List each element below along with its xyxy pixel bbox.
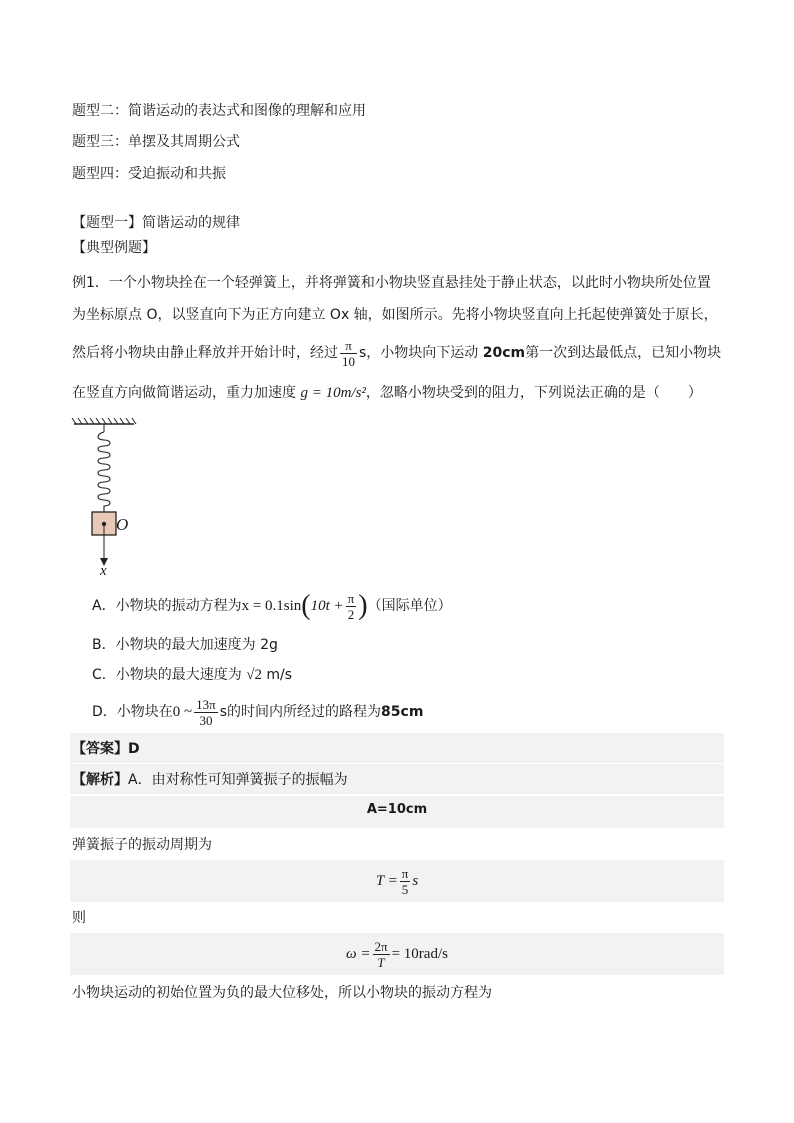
label-o: O [116,515,129,534]
option-d: D．小物块在0 ~ $\frac{13\pi}{30}$ s的时间内所经过的路程为85cm [92,696,424,728]
spring-figure [70,416,150,582]
question-line-1: 例1．一个小物块拴在一个轻弹簧上，并将弹簧和小物块竖直悬挂处于静止状态，以此时小物块所处位置 [72,275,711,291]
question-line-4: 在竖直方向做简谐运动，重力加速度 g = 10m/s²，忽略小物块受到的阻力，下列说法正确的是（ ） [72,385,702,401]
omega-eq: ω = $\frac{2\pi}{T}$ = 10rad/s [346,938,448,970]
amplitude-eq: A=10cm [366,802,428,817]
label-x: x [100,563,107,579]
section-subheading: 【典型例题】 [72,240,156,256]
question-line-2: 为坐标原点 O，以竖直向下为正方向建立 Ox 轴，如图所示。先将小物块竖直向上托起使弹簧处于原长， [72,307,718,323]
section-heading: 【题型一】简谐运动的规律 [72,215,240,231]
then-text: 则 [72,910,86,926]
fraction: $\frac{\pi}{10}$ [342,337,355,369]
type-3: 题型三：单摆及其周期公式 [72,134,240,150]
period-text: 弹簧振子的振动周期为 [72,837,212,853]
answer-label: 【答案】D [72,741,140,757]
last-line: 小物块运动的初始位置为负的最大位移处，所以小物块的振动方程为 [72,985,492,1001]
option-b: B．小物块的最大加速度为 2g [92,637,278,653]
analysis-line: 【解析】A．由对称性可知弹簧振子的振幅为 [72,772,348,788]
type-2: 题型二：简谐运动的表达式和图像的理解和应用 [72,103,366,119]
answer-shade [70,733,724,763]
period-eq: T = $\frac{\pi}{5}$ s [375,865,419,897]
type-4: 题型四：受迫振动和共振 [72,166,226,182]
option-c: C．小物块的最大速度为 √2 m/s [92,667,293,683]
option-a: A．小物块的振动方程为x = 0.1sin(10t + $\frac{\pi}{2}$ )（国际单位） [92,590,452,622]
question-line-3: 然后将小物块由静止释放并开始计时，经过 $\frac{\pi}{10}$ s，小物块向下运动 20cm第一次到达最低点，已知小物块 [72,337,722,369]
